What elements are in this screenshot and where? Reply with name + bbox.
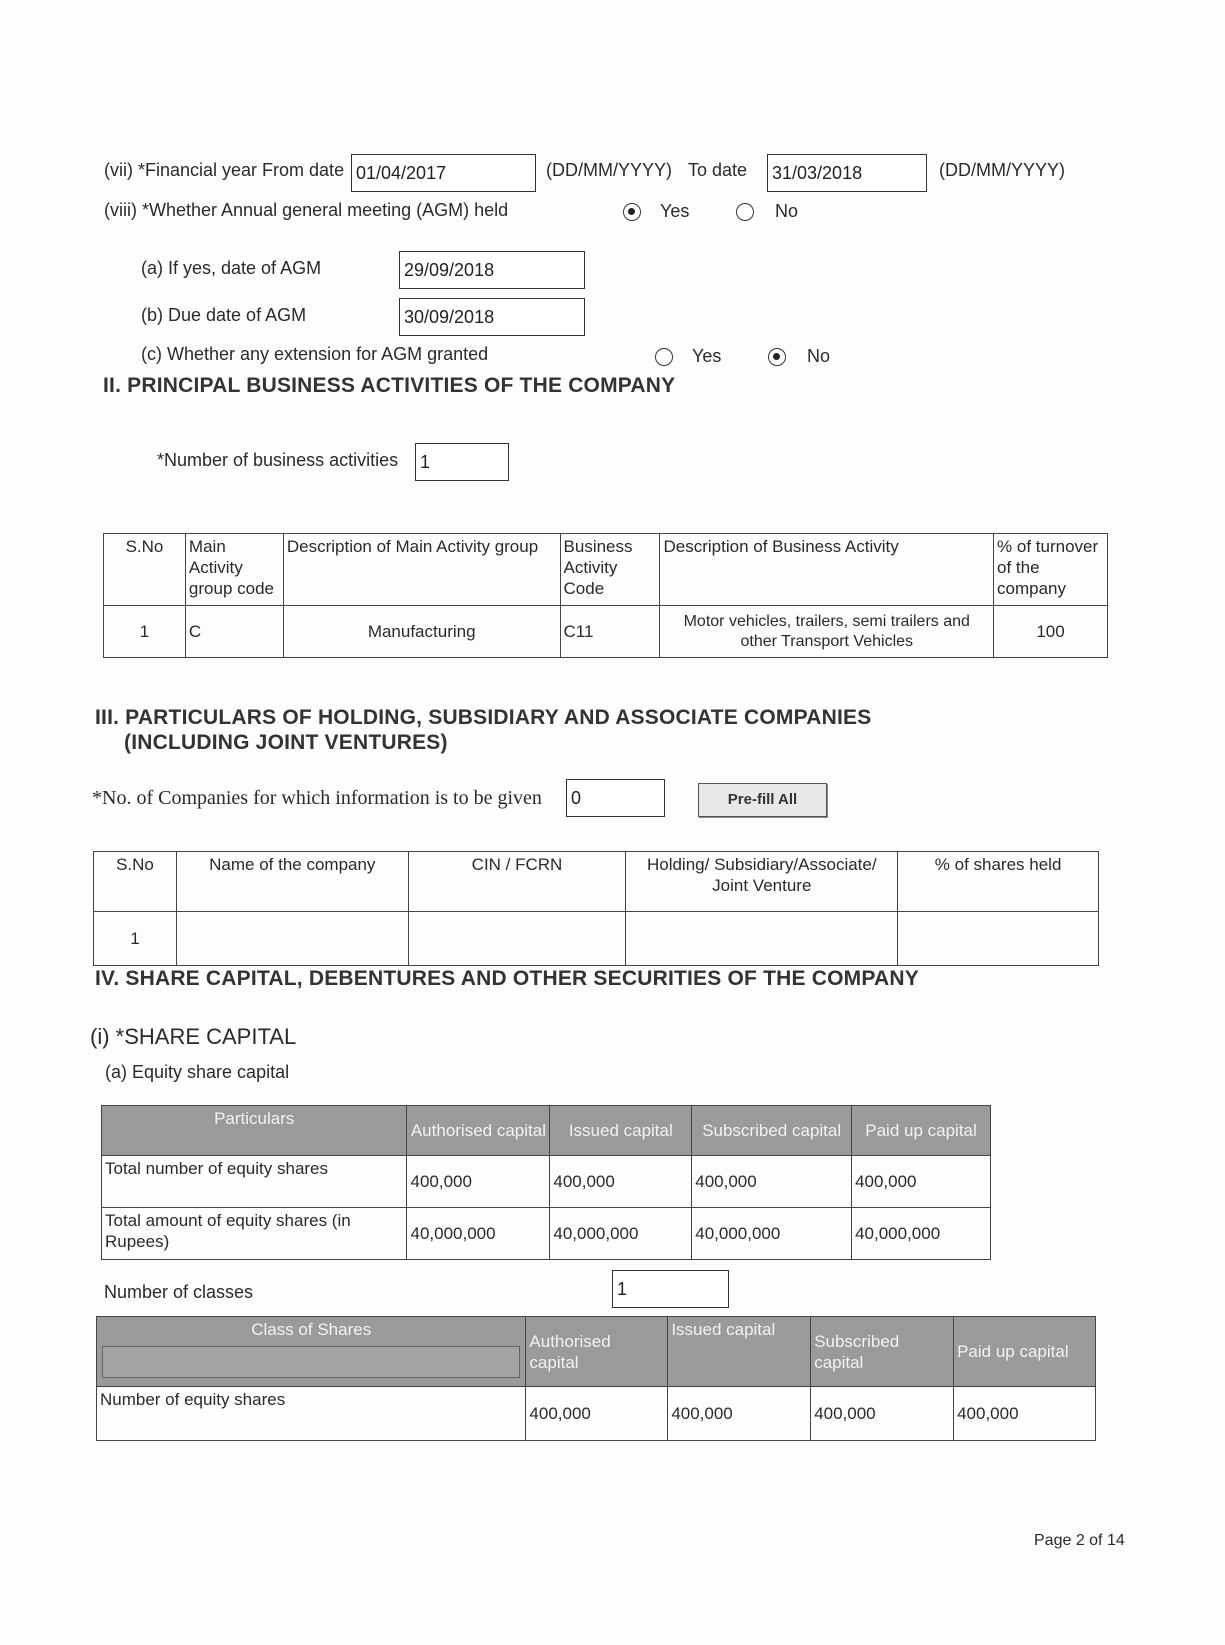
class-of-shares-header: Class of Shares (251, 1320, 372, 1339)
table-cell: 40,000,000 (407, 1208, 550, 1260)
table-row (102, 1208, 991, 1260)
col-header: S.No (104, 534, 186, 606)
table-cell: 400,000 (526, 1387, 668, 1441)
col-header: Issued capital (550, 1106, 692, 1156)
table-cell: 1 (104, 606, 186, 658)
table-row (97, 1387, 1096, 1441)
agm-yes-radio[interactable] (623, 203, 641, 221)
agm-date-label: (a) If yes, date of AGM (141, 258, 322, 278)
extension-no-radio[interactable] (768, 348, 786, 366)
table-row (104, 606, 1108, 658)
col-header: S.No (94, 852, 177, 912)
col-header: Paid up capital (852, 1106, 991, 1156)
col-header: Description of Main Activity group (283, 534, 560, 606)
col-header: Name of the company (176, 852, 408, 912)
table-cell: 400,000 (811, 1387, 954, 1441)
fy-from-date-field[interactable]: 01/04/2017 (351, 154, 536, 192)
col-header: Holding/ Subsidiary/Associate/ Joint Venture (626, 852, 898, 912)
table-cell: 400,000 (550, 1156, 692, 1208)
fy-to-date-field[interactable]: 31/03/2018 (767, 154, 927, 192)
agm-date-field[interactable]: 29/09/2018 (399, 251, 585, 289)
number-of-classes-field[interactable]: 1 (612, 1270, 729, 1308)
section-ii-heading: II. PRINCIPAL BUSINESS ACTIVITIES OF THE COMPANY (103, 374, 676, 397)
section-iv-heading: IV. SHARE CAPITAL, DEBENTURES AND OTHER SECURITIES OF THE COMPANY (95, 967, 919, 990)
date-format-hint: (DD/MM/YYYY) (939, 160, 1065, 180)
table-cell: 1 (94, 912, 177, 966)
agm-no-radio[interactable] (736, 203, 754, 221)
col-header: Issued capital (668, 1317, 811, 1387)
class-of-shares-field[interactable] (102, 1346, 520, 1378)
col-header: Subscribed capital (692, 1106, 852, 1156)
table-cell: 400,000 (668, 1387, 811, 1441)
business-activities-table (103, 533, 1108, 658)
to-date-label: To date (688, 160, 748, 180)
table-cell: Motor vehicles, trailers, semi trailers and other Transport Vehicles (660, 606, 994, 658)
table-cell: 40,000,000 (692, 1208, 852, 1260)
col-header: Business Activity Code (560, 534, 660, 606)
col-header: Paid up capital (954, 1317, 1096, 1387)
table-cell: C11 (560, 606, 660, 658)
table-cell: 400,000 (692, 1156, 852, 1208)
col-header: Authorised capital (407, 1106, 550, 1156)
col-header: Authorised capital (526, 1317, 668, 1387)
table-cell[interactable] (176, 912, 408, 966)
table-header-row (104, 534, 1108, 606)
agm-due-date-label: (b) Due date of AGM (141, 305, 307, 325)
extension-yes-radio[interactable] (655, 348, 673, 366)
col-header (97, 1317, 526, 1387)
section-iii-heading: III. PARTICULARS OF HOLDING, SUBSIDIARY AND ASSOCIATE COMPANIES (95, 706, 872, 729)
companies-count-label: *No. of Companies for which information is to be given (92, 787, 542, 809)
extension-no-label: No (807, 346, 831, 366)
equity-share-capital-label: (a) Equity share capital (105, 1062, 290, 1082)
agm-due-date-field[interactable]: 30/09/2018 (399, 298, 585, 336)
table-cell: 40,000,000 (852, 1208, 991, 1260)
table-cell: 400,000 (852, 1156, 991, 1208)
business-activities-count-field[interactable]: 1 (415, 443, 509, 481)
col-header: Subscribed capital (811, 1317, 954, 1387)
table-cell: 400,000 (954, 1387, 1096, 1441)
date-format-hint: (DD/MM/YYYY) (546, 160, 672, 180)
companies-count-field[interactable]: 0 (566, 779, 665, 817)
table-cell: Total number of equity shares (102, 1156, 407, 1208)
table-header-row (94, 852, 1099, 912)
table-cell[interactable] (408, 912, 626, 966)
financial-year-label: (vii) *Financial year From date (104, 160, 345, 180)
col-header: Particulars (102, 1106, 407, 1156)
extension-yes-label: Yes (692, 346, 722, 366)
table-cell: Total amount of equity shares (in Rupees) (102, 1208, 407, 1260)
business-activities-count-label: *Number of business activities (157, 450, 399, 470)
equity-share-capital-table (101, 1105, 991, 1260)
table-cell: 40,000,000 (550, 1208, 692, 1260)
number-of-classes-label: Number of classes (104, 1282, 254, 1302)
col-header: Description of Business Activity (660, 534, 994, 606)
agm-extension-label: (c) Whether any extension for AGM granted (141, 344, 489, 364)
class-of-shares-table (96, 1316, 1096, 1441)
table-cell: C (185, 606, 283, 658)
agm-yes-label: Yes (660, 201, 690, 221)
table-cell: Number of equity shares (97, 1387, 526, 1441)
table-row (94, 912, 1099, 966)
table-cell[interactable] (898, 912, 1099, 966)
table-header-row (97, 1317, 1096, 1387)
table-row (102, 1156, 991, 1208)
agm-held-label: (viii) *Whether Annual general meeting (AGM) held (104, 200, 509, 220)
section-iii-subheading: (INCLUDING JOINT VENTURES) (124, 731, 448, 754)
table-cell: 100 (994, 606, 1108, 658)
holding-companies-table (93, 851, 1099, 966)
agm-no-label: No (775, 201, 799, 221)
table-cell[interactable] (626, 912, 898, 966)
col-header: % of shares held (898, 852, 1099, 912)
share-capital-heading: (i) *SHARE CAPITAL (90, 1024, 297, 1049)
table-cell: 400,000 (407, 1156, 550, 1208)
prefill-all-button[interactable]: Pre-fill All (698, 783, 827, 817)
page-number: Page 2 of 14 (1034, 1532, 1125, 1549)
col-header: Main Activity group code (185, 534, 283, 606)
table-header-row (102, 1106, 991, 1156)
col-header: CIN / FCRN (408, 852, 626, 912)
col-header: % of turnover of the company (994, 534, 1108, 606)
table-cell: Manufacturing (283, 606, 560, 658)
